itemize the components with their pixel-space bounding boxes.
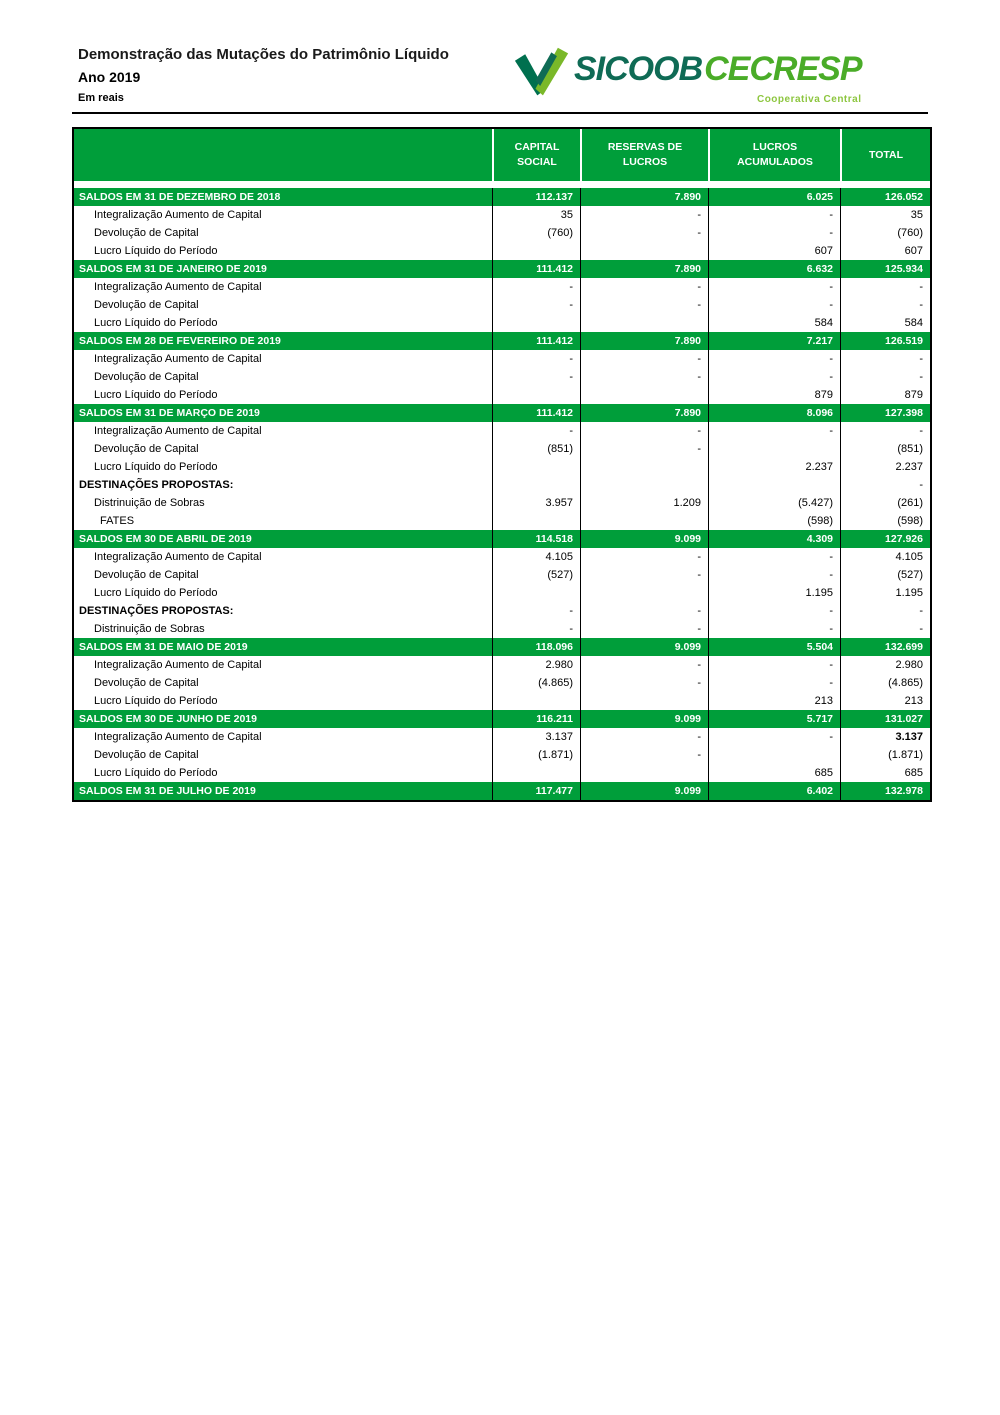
cell-value: - [708, 656, 840, 674]
row-label: Integralização Aumento de Capital [74, 206, 492, 224]
row-label: Devolução de Capital [74, 296, 492, 314]
cell-value: 607 [840, 242, 930, 260]
cell-value [580, 692, 708, 710]
statement-row [74, 458, 930, 476]
saldos-row [74, 404, 930, 422]
cell-value: 131.027 [840, 710, 930, 728]
statement-row [74, 224, 930, 242]
cell-value: 118.096 [492, 638, 580, 656]
row-label: SALDOS EM 31 DE MARÇO DE 2019 [74, 404, 492, 422]
row-label: Integralização Aumento de Capital [74, 422, 492, 440]
statement-row [74, 206, 930, 224]
statement-row [74, 314, 930, 332]
cell-value: 132.978 [840, 782, 930, 800]
cell-value: 607 [708, 242, 840, 260]
cell-value: (1.871) [840, 746, 930, 764]
cell-value [708, 476, 840, 494]
statement-row [74, 548, 930, 566]
cell-value: 3.137 [840, 728, 930, 746]
statement-row [74, 512, 930, 530]
cell-value [492, 764, 580, 782]
cell-value: 9.099 [580, 782, 708, 800]
cell-value: 879 [840, 386, 930, 404]
column-header: TOTAL [840, 129, 930, 181]
cell-value: 2.980 [492, 656, 580, 674]
sicoob-cecresp-logo [514, 46, 862, 105]
cell-value: 1.195 [840, 584, 930, 602]
statement-row [74, 350, 930, 368]
cell-value: - [492, 620, 580, 638]
saldos-row [74, 188, 930, 206]
row-label: Devolução de Capital [74, 566, 492, 584]
cell-value: 9.099 [580, 710, 708, 728]
cell-value [492, 242, 580, 260]
label-column-header [74, 129, 492, 181]
cell-value: 125.934 [840, 260, 930, 278]
cell-value: - [580, 368, 708, 386]
row-label: Distrinuição de Sobras [74, 620, 492, 638]
row-label: Lucro Líquido do Período [74, 764, 492, 782]
cell-value: 35 [840, 206, 930, 224]
cell-value [580, 584, 708, 602]
cell-value: 4.105 [492, 548, 580, 566]
cell-value: - [580, 278, 708, 296]
cell-value: (760) [840, 224, 930, 242]
cell-value: 213 [840, 692, 930, 710]
cell-value: - [580, 440, 708, 458]
cell-value: - [580, 728, 708, 746]
cell-value: 6.632 [708, 260, 840, 278]
cell-value: - [492, 350, 580, 368]
cell-value: 7.217 [708, 332, 840, 350]
cell-value: 685 [708, 764, 840, 782]
row-label: Lucro Líquido do Período [74, 386, 492, 404]
cell-value [580, 512, 708, 530]
row-label: Devolução de Capital [74, 746, 492, 764]
cell-value: 9.099 [580, 638, 708, 656]
cell-value: 7.890 [580, 332, 708, 350]
cell-value: - [840, 368, 930, 386]
cell-value: 116.211 [492, 710, 580, 728]
cell-value: - [708, 422, 840, 440]
cell-value: - [580, 422, 708, 440]
cell-value: - [492, 278, 580, 296]
cell-value: 7.890 [580, 404, 708, 422]
column-header: CAPITAL SOCIAL [492, 129, 580, 181]
saldos-row [74, 530, 930, 548]
statement-row [74, 566, 930, 584]
cell-value: 114.518 [492, 530, 580, 548]
cell-value: - [580, 296, 708, 314]
statement-row [74, 656, 930, 674]
row-label: Lucro Líquido do Período [74, 314, 492, 332]
cell-value: (851) [492, 440, 580, 458]
saldos-row [74, 710, 930, 728]
statement-row [74, 296, 930, 314]
cell-value: 7.890 [580, 188, 708, 206]
cell-value: 111.412 [492, 260, 580, 278]
cell-value [492, 386, 580, 404]
row-label: Lucro Líquido do Período [74, 458, 492, 476]
cell-value: - [708, 674, 840, 692]
row-label: Lucro Líquido do Período [74, 242, 492, 260]
statement-row [74, 278, 930, 296]
header-divider-line [72, 112, 928, 114]
logo-brand-sicoob: SICOOB [574, 50, 703, 88]
cell-value [492, 692, 580, 710]
saldos-row [74, 638, 930, 656]
cell-value: - [580, 674, 708, 692]
row-label: Devolução de Capital [74, 368, 492, 386]
gap-cell [74, 181, 930, 188]
cell-value: 6.402 [708, 782, 840, 800]
cell-value: 126.519 [840, 332, 930, 350]
cell-value: (760) [492, 224, 580, 242]
cell-value [492, 476, 580, 494]
cell-value: (1.871) [492, 746, 580, 764]
row-label: FATES [74, 512, 492, 530]
equity-statement [72, 127, 932, 802]
cell-value: 879 [708, 386, 840, 404]
cell-value: 1.209 [580, 494, 708, 512]
row-label: SALDOS EM 31 DE JANEIRO DE 2019 [74, 260, 492, 278]
cell-value: - [492, 602, 580, 620]
cell-value [492, 458, 580, 476]
column-header-row [74, 129, 930, 181]
cell-value: 584 [708, 314, 840, 332]
statement-row [74, 584, 930, 602]
cell-value [492, 314, 580, 332]
row-label: Integralização Aumento de Capital [74, 656, 492, 674]
cell-value [580, 764, 708, 782]
saldos-row [74, 332, 930, 350]
cell-value: 213 [708, 692, 840, 710]
statement-row [74, 422, 930, 440]
cell-value: - [580, 656, 708, 674]
document-header [78, 46, 449, 104]
cell-value: - [708, 368, 840, 386]
cell-value: - [840, 476, 930, 494]
cell-value [580, 314, 708, 332]
cell-value: - [492, 368, 580, 386]
cell-value: 132.699 [840, 638, 930, 656]
cell-value: 8.096 [708, 404, 840, 422]
cell-value [580, 458, 708, 476]
column-header: LUCROS ACUMULADOS [708, 129, 840, 181]
cell-value: 3.137 [492, 728, 580, 746]
cell-value: - [708, 350, 840, 368]
cell-value: - [580, 350, 708, 368]
cell-value: - [580, 206, 708, 224]
row-label: SALDOS EM 30 DE ABRIL DE 2019 [74, 530, 492, 548]
table-body [74, 188, 930, 800]
statement-row [74, 440, 930, 458]
statement-row [74, 368, 930, 386]
cell-value: 9.099 [580, 530, 708, 548]
cell-value: (527) [840, 566, 930, 584]
statement-row [74, 476, 930, 494]
cell-value: 6.025 [708, 188, 840, 206]
cell-value: 1.195 [708, 584, 840, 602]
cell-value: - [708, 278, 840, 296]
cell-value: - [708, 728, 840, 746]
cell-value: - [708, 566, 840, 584]
cell-value: - [840, 278, 930, 296]
cell-value: 126.052 [840, 188, 930, 206]
cell-value: - [580, 620, 708, 638]
page-subtitle-year: Ano 2019 [78, 69, 141, 85]
cell-value: (4.865) [492, 674, 580, 692]
logo-brand-cecresp: CECRESP [704, 50, 862, 88]
saldos-row [74, 782, 930, 800]
row-label: Lucro Líquido do Período [74, 692, 492, 710]
row-label: SALDOS EM 31 DE MAIO DE 2019 [74, 638, 492, 656]
cell-value: (5.427) [708, 494, 840, 512]
row-label: Integralização Aumento de Capital [74, 728, 492, 746]
cell-value: 2.980 [840, 656, 930, 674]
cell-value [580, 242, 708, 260]
cell-value: 112.137 [492, 188, 580, 206]
cell-value: 111.412 [492, 332, 580, 350]
cell-value: 7.890 [580, 260, 708, 278]
cell-value: 127.398 [840, 404, 930, 422]
logo-wordmark [574, 52, 862, 93]
cell-value: - [708, 548, 840, 566]
equity-table [72, 127, 932, 802]
statement-row [74, 692, 930, 710]
cell-value [492, 512, 580, 530]
statement-row [74, 728, 930, 746]
cell-value [492, 584, 580, 602]
cell-value: 3.957 [492, 494, 580, 512]
cell-value: - [840, 296, 930, 314]
row-label: Distrinuição de Sobras [74, 494, 492, 512]
statement-row [74, 386, 930, 404]
logo-tagline: Cooperativa Central [756, 94, 862, 105]
cell-value: (851) [840, 440, 930, 458]
cell-value: - [580, 602, 708, 620]
cell-value [708, 746, 840, 764]
statement-row [74, 602, 930, 620]
row-label: DESTINAÇÕES PROPOSTAS: [74, 602, 492, 620]
cell-value: - [580, 746, 708, 764]
cell-value: 2.237 [708, 458, 840, 476]
row-label: DESTINAÇÕES PROPOSTAS: [74, 476, 492, 494]
cell-value: - [580, 224, 708, 242]
cell-value: - [840, 350, 930, 368]
cell-value: 5.717 [708, 710, 840, 728]
row-label: Integralização Aumento de Capital [74, 548, 492, 566]
cell-value: - [708, 620, 840, 638]
row-label: SALDOS EM 31 DE DEZEMBRO DE 2018 [74, 188, 492, 206]
cell-value: (261) [840, 494, 930, 512]
cell-value: 127.926 [840, 530, 930, 548]
cell-value: - [708, 224, 840, 242]
cell-value: 685 [840, 764, 930, 782]
currency-note: Em reais [78, 92, 124, 104]
cell-value: - [840, 620, 930, 638]
cell-value: - [708, 602, 840, 620]
sicoob-check-icon [514, 46, 570, 98]
cell-value: 4.105 [840, 548, 930, 566]
cell-value: 5.504 [708, 638, 840, 656]
cell-value: 584 [840, 314, 930, 332]
row-label: SALDOS EM 30 DE JUNHO DE 2019 [74, 710, 492, 728]
statement-row [74, 746, 930, 764]
cell-value: (598) [708, 512, 840, 530]
column-header: RESERVAS DE LUCROS [580, 129, 708, 181]
row-label: Lucro Líquido do Período [74, 584, 492, 602]
cell-value: 2.237 [840, 458, 930, 476]
statement-row [74, 242, 930, 260]
cell-value: 117.477 [492, 782, 580, 800]
cell-value: - [580, 566, 708, 584]
statement-row [74, 764, 930, 782]
cell-value [708, 440, 840, 458]
cell-value: 35 [492, 206, 580, 224]
saldos-row [74, 260, 930, 278]
cell-value [580, 476, 708, 494]
logo-text [574, 46, 862, 105]
row-label: SALDOS EM 31 DE JULHO DE 2019 [74, 782, 492, 800]
cell-value [580, 386, 708, 404]
row-label: Integralização Aumento de Capital [74, 350, 492, 368]
cell-value: - [840, 422, 930, 440]
statement-row [74, 620, 930, 638]
cell-value: 4.309 [708, 530, 840, 548]
cell-value: - [708, 206, 840, 224]
cell-value: (4.865) [840, 674, 930, 692]
row-label: Devolução de Capital [74, 440, 492, 458]
statement-row [74, 494, 930, 512]
row-label: Devolução de Capital [74, 674, 492, 692]
row-label: Integralização Aumento de Capital [74, 278, 492, 296]
cell-value: - [580, 548, 708, 566]
cell-value: 111.412 [492, 404, 580, 422]
cell-value: - [708, 296, 840, 314]
page-title: Demonstração das Mutações do Patrimônio Líquido [78, 46, 449, 63]
header-gap-row [74, 181, 930, 188]
cell-value: - [840, 602, 930, 620]
cell-value: - [492, 296, 580, 314]
row-label: Devolução de Capital [74, 224, 492, 242]
row-label: SALDOS EM 28 DE FEVEREIRO DE 2019 [74, 332, 492, 350]
cell-value: (598) [840, 512, 930, 530]
cell-value: - [492, 422, 580, 440]
cell-value: (527) [492, 566, 580, 584]
statement-row [74, 674, 930, 692]
